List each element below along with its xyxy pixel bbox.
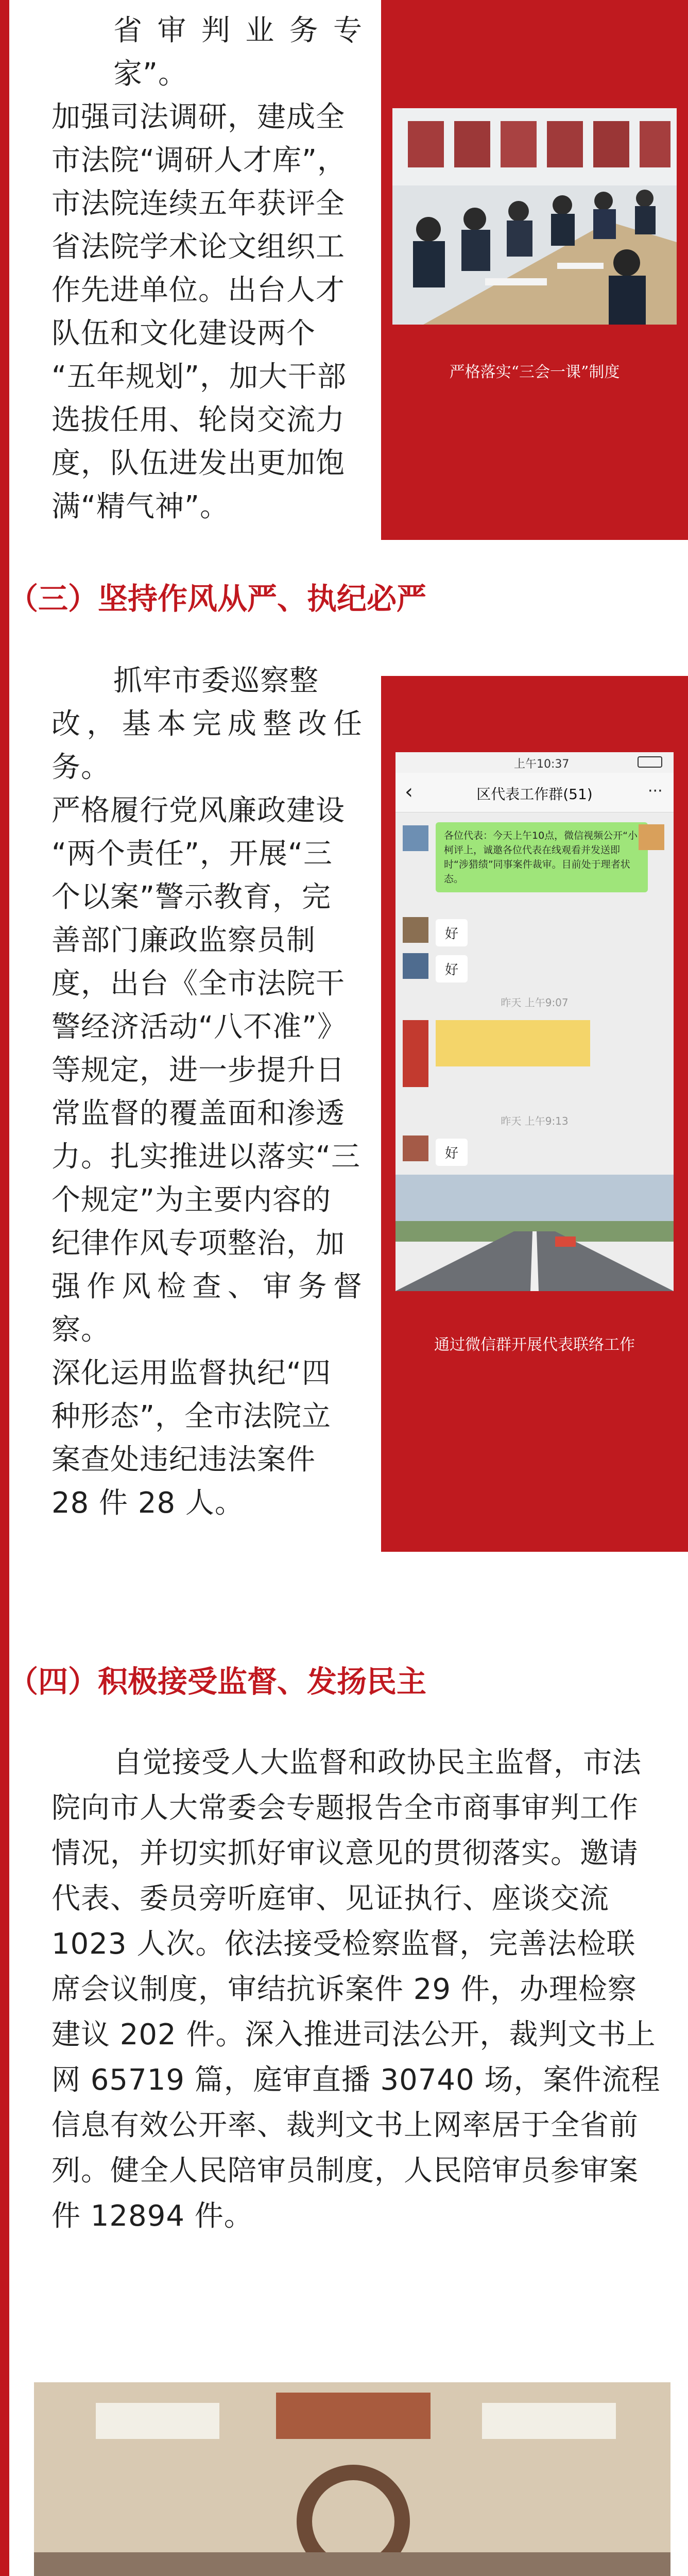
text-line: 抓牢市委巡察整 [113, 664, 319, 698]
phone-status-bar [395, 752, 674, 773]
wechat-photo-caption: 通过微信群开展代表联络工作 [434, 1336, 635, 1354]
avatar [403, 1136, 428, 1161]
text-line: 选拔任用、轮岗交流力 [51, 403, 345, 437]
text-line: 信息有效公开率、裁判文书上网率居于全省前 [51, 2109, 639, 2142]
chat-header [395, 773, 674, 812]
chat-message-bubble: 各位代表：今天上午10点，微信视频公开“小柯评上，诚邀各位代表在线观看并发送即时“涉猎绩”同事案件裁审。目前处于理者状态。 [436, 822, 648, 892]
chat-reply: 好 [436, 955, 468, 982]
text-line: 个以案”警示教育，完 [51, 880, 332, 914]
text-line: 情况，并切实抓好审议意见的贯彻落实。邀请 [51, 1837, 639, 1870]
text-line: 院向市人大常委会专题报告全市商事审判工作 [51, 1791, 639, 1825]
avatar [639, 824, 664, 850]
text-line: 作先进单位。出台人才 [51, 274, 345, 307]
more-icon[interactable]: ··· [648, 782, 663, 800]
text-line: 深化运用监督执纪“四 [51, 1357, 332, 1390]
text-line: 善部门廉政监察员制 [51, 924, 316, 957]
text-line: 严格履行党风廉政建设 [51, 794, 345, 827]
meeting-photo-caption: 严格落实“三会一课”制度 [449, 363, 620, 381]
back-arrow-icon[interactable]: ‹ [405, 780, 413, 804]
text-line: 强作风检查、审务督察。 [51, 1270, 363, 1347]
text-line: 列。健全人民陪审员制度，人民陪审员参审案 [51, 2154, 639, 2188]
text-line: 常监督的覆盖面和渗透 [51, 1097, 345, 1130]
text-line: 个规定”为主要内容的 [51, 1183, 332, 1217]
text-line: 件 12894 件。 [51, 2199, 253, 2233]
text-line: 纪律作风专项整治，加 [51, 1227, 345, 1260]
representatives-photo [34, 2382, 670, 2576]
text-line: 市法院“调研人才库”， [51, 144, 347, 177]
chat-reply: 好 [436, 919, 468, 946]
text-line: 种形态”，全市法院立 [51, 1400, 332, 1433]
text-line: “五年规划”，加大干部 [51, 360, 347, 394]
avatar [403, 825, 428, 851]
text-line: 度，队伍进发出更加饱 [51, 447, 345, 480]
text-line: 席会议制度，审结抗诉案件 29 件，办理检察 [51, 1973, 637, 2006]
text-line: 1023 人次。依法接受检察监督，完善法检联 [51, 1927, 636, 1961]
photo-panel-wechat [381, 676, 688, 1552]
meeting-photo [392, 108, 677, 325]
text-line: 度，出台《全市法院干 [51, 967, 345, 1001]
photo-panel-meeting [381, 0, 688, 540]
text-line: 改，基本完成整改任务。 [51, 707, 363, 784]
text-line: 队伍和文化建设两个 [51, 317, 316, 350]
text-line: 力。扎实推进以落实“三 [51, 1140, 361, 1174]
status-time: 上午10:37 [514, 758, 570, 771]
text-line: 等规定，进一步提升日 [51, 1054, 345, 1087]
section3-body [51, 659, 363, 1525]
text-line: 代表、委员旁听庭审、见证执行、座谈交流 [51, 1882, 609, 1916]
text-line: “两个责任”，开展“三 [51, 837, 333, 871]
left-accent-bar [0, 0, 9, 2576]
section1-body [51, 9, 363, 529]
section4-heading: （四）积极接受监督、发扬民主 [8, 1664, 427, 1699]
avatar [403, 953, 428, 979]
road-photo [395, 1175, 674, 1291]
chat-image [436, 1020, 590, 1066]
chat-title: 区代表工作群(51) [476, 786, 593, 803]
text-line: 满“精气神”。 [51, 490, 230, 523]
chat-timestamp: 昨天 上午9:07 [501, 996, 569, 1009]
text-line: 建议 202 件。深入推进司法公开，裁判文书上 [51, 2018, 656, 2052]
text-line: 省审判业务专家”。 [113, 14, 363, 91]
battery-icon [638, 756, 662, 768]
text-line: 案查处违纪违法案件 [51, 1443, 316, 1477]
avatar [403, 917, 428, 943]
avatar [403, 1020, 428, 1087]
text-line: 市法院连续五年获评全 [51, 187, 345, 221]
text-line: 28 件 28 人。 [51, 1486, 244, 1520]
text-line: 省法院学术论文组织工 [51, 230, 345, 264]
text-line: 警经济活动“八不准”》 [51, 1010, 347, 1044]
chat-timestamp: 昨天 上午9:13 [501, 1115, 569, 1127]
text-line: 自觉接受人大监督和政协民主监督，市法 [113, 1746, 642, 1780]
text-line: 网 65719 篇，庭审直播 30740 场，案件流程 [51, 2063, 661, 2097]
wechat-screenshot [395, 752, 674, 1291]
chat-reply: 好 [436, 1139, 468, 1166]
text-line: 加强司法调研，建成全 [51, 100, 345, 134]
section3-heading: （三）坚持作风从严、执纪必严 [8, 581, 427, 616]
section4-body [51, 1740, 669, 2239]
